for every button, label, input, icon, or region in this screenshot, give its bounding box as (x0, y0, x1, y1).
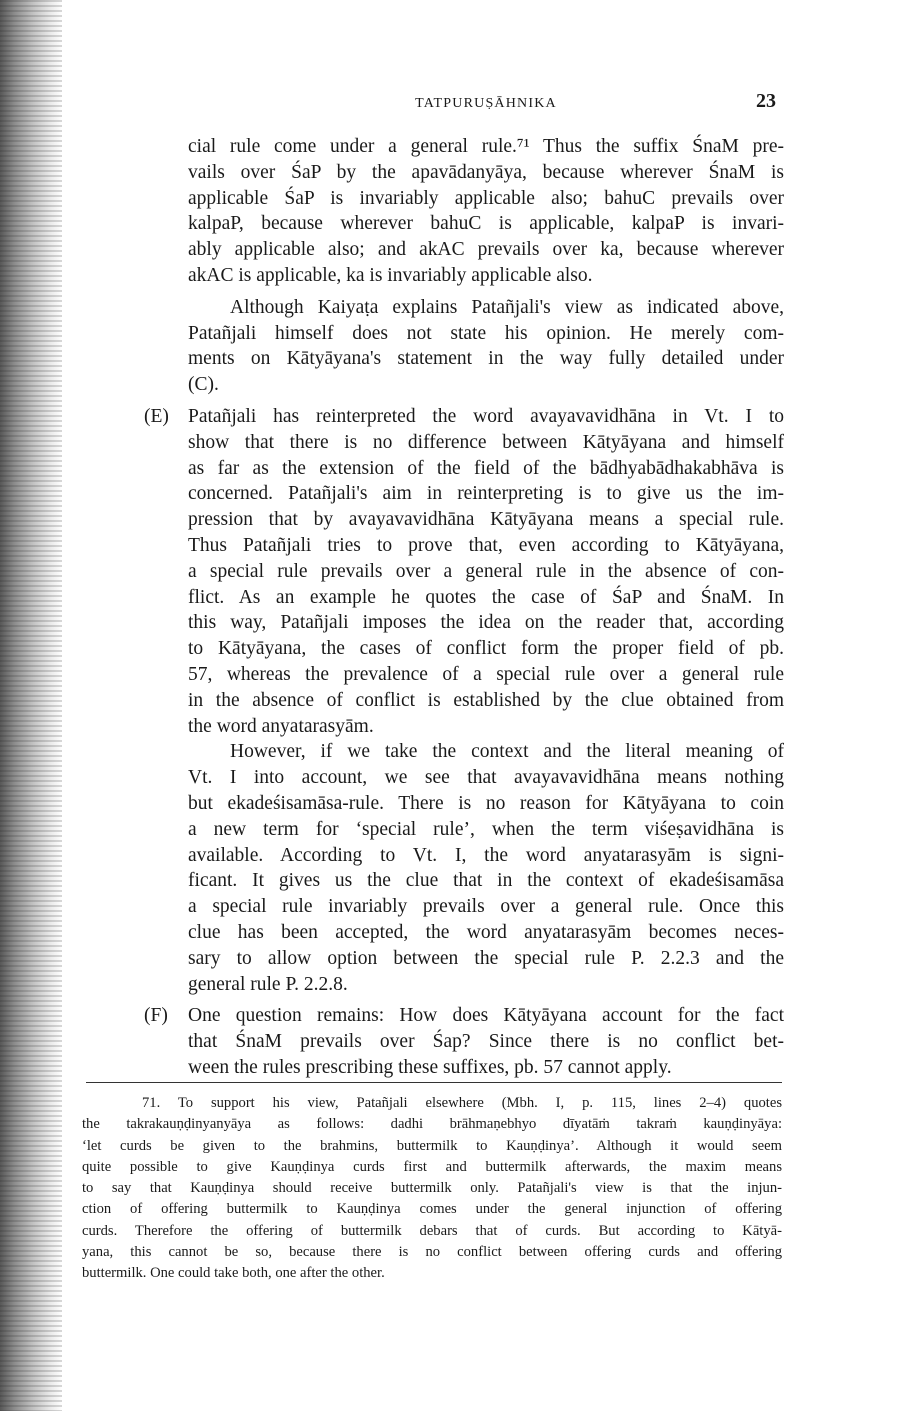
text-line: clue has been accepted, the word anyatarasyām becomes neces- (188, 921, 784, 943)
text-line: kalpaP, because wherever bahuC is applicable, kalpaP is invari- (188, 213, 784, 235)
text-line: ween the rules prescribing these suffixes, pb. 57 cannot apply. (188, 1056, 672, 1078)
running-head: TATPURUṢĀHNIKA (415, 96, 557, 111)
footnote-line: buttermilk. One could take both, one after the other. (82, 1265, 385, 1282)
footnote-71 (82, 1093, 782, 1285)
page-header (188, 90, 784, 114)
footnote-line: the takrakauṇḍinyanyāya as follows: dadhi brāhmaṇebhyo dīyatāṁ takraṁ kauṇḍinyāya: (82, 1116, 782, 1133)
footnote-line: curds. Therefore the offering of buttermilk debars that of curds. But according to Kātyā- (82, 1222, 782, 1239)
section-f (144, 1003, 784, 1080)
text-line: Thus Patañjali tries to prove that, even according to Kātyāyana, (188, 534, 784, 556)
footnote-line: ‘let curds be given to the brahmins, buttermilk to Kauṇḍinya’. Although it would seem (82, 1137, 782, 1154)
text-line: Patañjali has reinterpreted the word avayavavidhāna in Vt. I to (188, 405, 784, 427)
text-line: flict. As an example he quotes the case of ŚaP and ŚnaM. In (188, 586, 784, 608)
section-e-label: (E) (144, 405, 169, 427)
footnote-line: ction of offering buttermilk to Kauṇḍinya comes under the general injunction of offering (82, 1201, 782, 1218)
text-line: in the absence of conflict is established by the clue obtained from (188, 689, 784, 711)
text-line: a special rule prevails over a general rule in the absence of con- (188, 560, 784, 582)
main-text (144, 134, 784, 1081)
text-line: a new term for ‘special rule’, when the term viśeṣavidhāna is (188, 818, 784, 840)
text-line: However, if we take the context and the literal meaning of (230, 741, 784, 763)
text-line: Although Kaiyaṭa explains Patañjali's view as indicated above, (230, 296, 784, 318)
text-line: available. According to Vt. I, the word anyatarasyām is signi- (188, 844, 784, 866)
text-line: ably applicable also; and akAC prevails over ka, because wherever (188, 239, 784, 261)
section-f-label: (F) (144, 1005, 168, 1027)
text-line: the word anyatarasyām. (188, 715, 374, 737)
text-line: ficant. It gives us the clue that in the context of ekadeśisamāsa (188, 870, 784, 892)
section-e (144, 404, 784, 997)
text-line: to Kātyāyana, the cases of conflict form the proper field of pb. (188, 638, 784, 660)
text-line: concerned. Patañjali's aim in reinterpreting is to give us the im- (188, 483, 784, 505)
text-line: but ekadeśisamāsa-rule. There is no reason for Kātyāyana to coin (188, 792, 784, 814)
text-line: sary to allow option between the special rule P. 2.2.3 and the (188, 947, 784, 969)
footnote-line: to say that Kauṇḍinya should receive buttermilk only. Patañjali's view is that the injun- (82, 1180, 782, 1197)
text-line: that ŚnaM prevails over Śap? Since there is no conflict bet- (188, 1031, 784, 1053)
footnote-line: yana, this cannot be so, because there is no conflict between offering curds and offering (82, 1244, 782, 1261)
text-line: One question remains: How does Kātyāyana account for the fact (188, 1005, 784, 1027)
text-line: (C). (188, 374, 219, 396)
footnote-divider (86, 1082, 782, 1083)
text-line: vails over ŚaP by the apavādanyāya, because wherever ŚnaM is (188, 161, 784, 183)
text-line: 57, whereas the prevalence of a special rule over a general rule (188, 663, 784, 685)
page-number: 23 (756, 90, 776, 112)
text-line: as far as the extension of the field of the bādhyabādhakabhāva is (188, 457, 784, 479)
paragraph-continued (188, 134, 784, 289)
text-line: akAC is applicable, ka is invariably applicable also. (188, 264, 593, 286)
text-line: cial rule come under a general rule.⁷¹ Thus the suffix ŚnaM pre- (188, 136, 784, 157)
text-line: this way, Patañjali imposes the idea on the reader that, according (188, 612, 784, 634)
text-line: Patañjali himself does not state his opinion. He merely com- (188, 322, 784, 344)
text-line: general rule P. 2.2.8. (188, 973, 348, 995)
text-line: Vt. I into account, we see that avayavavidhāna means nothing (188, 767, 784, 789)
text-line: pression that by avayavavidhāna Kātyāyana means a special rule. (188, 509, 784, 531)
footnote-line: quite possible to give Kauṇḍinya curds first and buttermilk afterwards, the maxim means (82, 1158, 782, 1175)
text-line: applicable ŚaP is invariably applicable also; bahuC prevails over (188, 187, 784, 209)
text-line: a special rule invariably prevails over a general rule. Once this (188, 896, 784, 918)
scanned-page-binding-edge (0, 0, 62, 1411)
paragraph-kaiyata (188, 295, 784, 398)
text-line: show that there is no difference between Kātyāyana and himself (188, 431, 784, 453)
text-line: ments on Kātyāyana's statement in the way fully detailed under (188, 348, 784, 370)
footnote-line: 71. To support his view, Patañjali elsewhere (Mbh. I, p. 115, lines 2–4) quotes (142, 1095, 782, 1111)
